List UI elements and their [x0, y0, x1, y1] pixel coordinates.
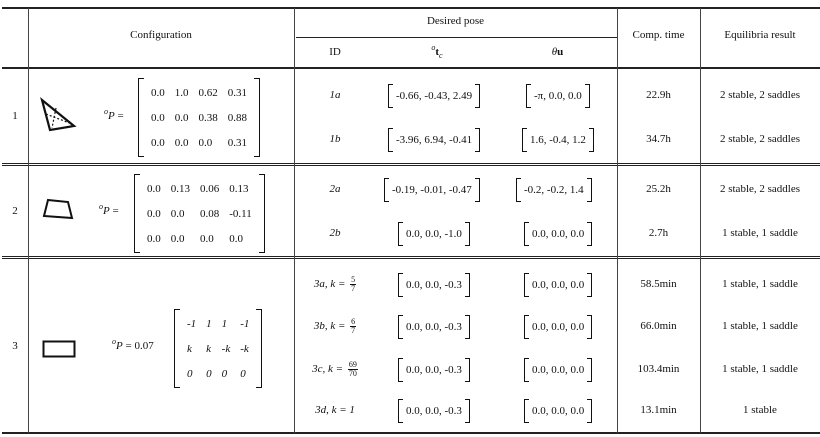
tc-vector-2b: 0.0, 0.0, -1.0 [398, 222, 470, 246]
equilibria-3c: 1 stable, 1 saddle [722, 363, 798, 375]
theta-u-vector-3c: 0.0, 0.0, 0.0 [524, 358, 592, 382]
matrix-cell: 1 [206, 317, 212, 330]
equilibria-1b: 2 stable, 2 saddles [719, 133, 801, 145]
header-tc-sub: c [439, 51, 443, 60]
header-desired-pose: Desired pose [426, 15, 485, 27]
col-rule-1 [28, 8, 29, 433]
comp-time-3b: 66.0min [640, 320, 677, 332]
matrix-cell: 0.06 [200, 182, 220, 195]
config-number-2: 2 [12, 205, 18, 217]
matrix-cell: 0 [187, 367, 193, 380]
matrix-cell: 0.13 [170, 182, 190, 195]
matrix-cell: -k [221, 342, 231, 355]
header-id: ID [329, 46, 341, 58]
header-rule [2, 67, 820, 69]
theta-u-vector-3d: 0.0, 0.0, 0.0 [524, 399, 592, 423]
matrix-cell: -0.11 [229, 207, 252, 220]
equilibria-3d: 1 stable [743, 404, 777, 416]
theta-u-vector-1a: -π, 0.0, 0.0 [526, 84, 590, 108]
header-tc-prefix: o [431, 43, 436, 52]
k-fraction: $\frac{6}{7}$ [351, 317, 356, 335]
theta-u-vector-3b: 0.0, 0.0, 0.0 [524, 315, 592, 339]
bottom-rule [2, 432, 820, 434]
tc-vector-3b: 0.0, 0.0, -0.3 [398, 315, 470, 339]
matrix-cell: 0.0 [200, 232, 214, 245]
matrix-cell: 0.88 [227, 111, 247, 124]
row-id-1b: 1b [329, 133, 341, 145]
rectangle-shape-icon [42, 340, 76, 358]
matrix-label-3: $^o$P = 0.07 [112, 337, 154, 352]
theta-u-vector-3a: 0.0, 0.0, 0.0 [524, 273, 592, 297]
group1-rule-b [2, 165, 820, 166]
matrix-cell: 0.0 [170, 232, 185, 245]
matrix-cell: 0 [221, 367, 228, 380]
equilibria-2b: 1 stable, 1 saddle [722, 227, 798, 239]
row-id-3a: 3a, k = $\frac{5}{7}$ [313, 275, 356, 293]
matrix-label-2: $^o$P = [99, 202, 119, 217]
comp-time-2b: 2.7h [648, 227, 669, 239]
header-u: u [557, 46, 564, 58]
matrix-cell: -1 [240, 317, 250, 330]
matrix-3 [174, 309, 262, 388]
matrix-cell: 0.0 [147, 182, 161, 195]
matrix-cell: 0.0 [174, 136, 189, 149]
theta-u-vector-2b: 0.0, 0.0, 0.0 [524, 222, 592, 246]
tc-vector-3c: 0.0, 0.0, -0.3 [398, 358, 470, 382]
equilibria-3a: 1 stable, 1 saddle [722, 278, 798, 290]
matrix-cell: 0.0 [147, 207, 161, 220]
matrix-cell: 1 [221, 317, 228, 330]
theta-u-vector-2a: -0.2, -0.2, 1.4 [516, 178, 592, 202]
header-comp-time: Comp. time [632, 29, 685, 41]
matrix-cell: 0.0 [147, 232, 161, 245]
k-fraction: $\frac{5}{7}$ [351, 275, 356, 293]
row-id-2a: 2a [329, 183, 341, 195]
comp-time-1b: 34.7h [646, 133, 671, 145]
matrix-cell: -k [240, 342, 249, 355]
matrix-cell: 1.0 [174, 86, 189, 99]
equilibria-2a: 2 stable, 2 saddles [719, 183, 801, 195]
matrix-2 [134, 174, 265, 253]
equilibria-3b: 1 stable, 1 saddle [722, 320, 798, 332]
matrix-cell: 0.0 [198, 136, 213, 149]
tc-vector-1a: -0.66, -0.43, 2.49 [388, 84, 480, 108]
matrix-cell: 0.0 [151, 136, 165, 149]
matrix-cell: 0 [206, 367, 212, 380]
matrix-cell: k [187, 342, 192, 355]
row-id-3d: 3d, k = 1 [315, 404, 355, 416]
matrix-cell: 0.31 [227, 136, 247, 149]
comp-time-2a: 25.2h [646, 183, 671, 195]
header-tc [376, 43, 498, 60]
header-theta: θ [551, 46, 558, 58]
matrix-cell: 0.62 [198, 86, 218, 99]
header-tc-main: t [435, 46, 440, 58]
triangle-shape-icon [38, 96, 80, 134]
comp-time-3d: 13.1min [640, 404, 677, 416]
row-id-3c: 3c, k = $\frac{69}{70}$ [312, 360, 357, 378]
quadrilateral-shape-icon [42, 196, 76, 222]
comp-time-1a: 22.9h [646, 89, 671, 101]
top-rule [2, 7, 820, 9]
matrix-cell: 0.0 [174, 111, 189, 124]
row-id-1a: 1a [329, 89, 341, 101]
group1-rule-a [2, 163, 820, 164]
matrix-label-1: $^o$P = [104, 107, 124, 122]
matrix-cell: k [206, 342, 212, 355]
matrix-cell: 0.0 [151, 86, 165, 99]
header-configuration: Configuration [130, 29, 192, 41]
tc-vector-3d: 0.0, 0.0, -0.3 [398, 399, 470, 423]
config-number-1: 1 [12, 110, 18, 122]
group2-rule-b [2, 258, 820, 259]
row-id-2b: 2b [329, 227, 341, 239]
theta-u-vector-1b: 1.6, -0.4, 1.2 [522, 128, 594, 152]
row-id-3b: 3b, k = $\frac{6}{7}$ [313, 317, 356, 335]
matrix-cell: 0.38 [198, 111, 218, 124]
header-equilibria: Equilibria result [724, 29, 796, 41]
tc-vector-2a: -0.19, -0.01, -0.47 [384, 178, 480, 202]
matrix-cell: 0.0 [229, 232, 243, 245]
k-fraction: $\frac{69}{70}$ [348, 360, 357, 378]
comp-time-3c: 103.4min [637, 363, 680, 375]
config-number-3: 3 [12, 340, 18, 352]
comp-time-3a: 58.5min [640, 278, 677, 290]
matrix-1 [138, 78, 260, 157]
matrix-cell: 0.13 [229, 182, 249, 195]
desired-pose-rule [296, 37, 617, 38]
equilibria-1a: 2 stable, 2 saddles [719, 89, 801, 101]
matrix-cell: 0.0 [151, 111, 165, 124]
header-theta-u [498, 46, 617, 58]
matrix-cell: 0.08 [200, 207, 220, 220]
tc-vector-1b: -3.96, 6.94, -0.41 [388, 128, 480, 152]
matrix-cell: -1 [187, 317, 197, 330]
group2-rule-a [2, 256, 820, 257]
tc-vector-3a: 0.0, 0.0, -0.3 [398, 273, 470, 297]
matrix-cell: 0 [240, 367, 246, 380]
matrix-cell: 0.0 [170, 207, 185, 220]
matrix-cell: 0.31 [227, 86, 247, 99]
